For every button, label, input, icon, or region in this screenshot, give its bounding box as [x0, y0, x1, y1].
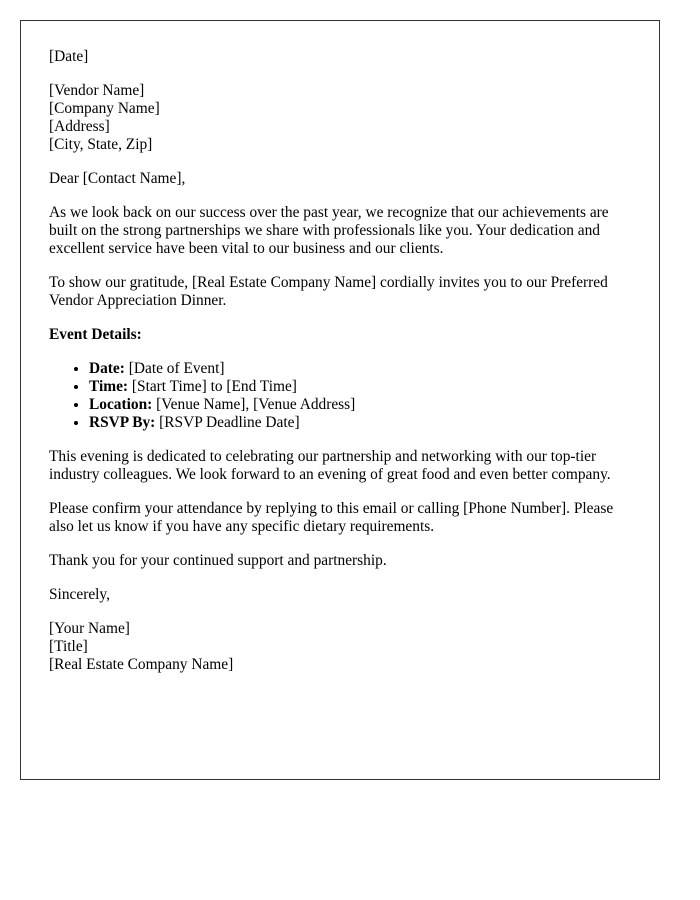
- event-details-list: [49, 360, 631, 432]
- recipient-company-name: [Company Name]: [49, 100, 160, 117]
- letter-page: [20, 20, 660, 780]
- event-details-heading: Event Details:: [49, 326, 142, 343]
- paragraph-thanks: Thank you for your continued support and partnership.: [49, 552, 387, 569]
- event-detail-label: Time:: [89, 378, 129, 395]
- closing: Sincerely,: [49, 586, 110, 603]
- signature-company: [Real Estate Company Name]: [49, 656, 234, 673]
- event-detail-value: [Venue Name], [Venue Address]: [152, 396, 356, 413]
- paragraph-evening: This evening is dedicated to celebrating our partnership and networking with our top-tier industry colleagues. We look forward to an evening of great food and even better company.: [49, 448, 611, 483]
- letter-date: [49, 48, 631, 66]
- event-detail-value: [Date of Event]: [124, 360, 225, 377]
- recipient-city-state-zip: [City, State, Zip]: [49, 136, 153, 153]
- recipient-vendor-name: [Vendor Name]: [49, 82, 145, 99]
- event-detail-label: RSVP By:: [89, 414, 156, 431]
- salutation: Dear [Contact Name],: [49, 170, 186, 187]
- signature-name: [Your Name]: [49, 620, 130, 637]
- recipient-address-line: [Address]: [49, 118, 110, 135]
- recipient-address: [49, 82, 631, 154]
- signature-title: [Title]: [49, 638, 88, 655]
- paragraph-rsvp-instructions: Please confirm your attendance by replying to this email or calling [Phone Number]. Please also let us know if you have any specific dietary requirements.: [49, 500, 614, 535]
- event-detail-value: [RSVP Deadline Date]: [155, 414, 300, 431]
- event-detail-label: Location:: [89, 396, 153, 413]
- event-detail-time: [89, 378, 631, 396]
- event-detail-location: [89, 396, 631, 414]
- event-detail-value: [Start Time] to [End Time]: [128, 378, 297, 395]
- event-detail-date: [89, 360, 631, 378]
- paragraph-invitation: To show our gratitude, [Real Estate Company Name] cordially invites you to our Preferred Vendor Appreciation Dinner.: [49, 274, 608, 309]
- event-detail-label: Date:: [89, 360, 125, 377]
- signature-block: [49, 620, 631, 674]
- paragraph-intro: As we look back on our success over the past year, we recognize that our achievements are built on the strong partnerships we share with professionals like you. Your dedication and excellent service have been vital to our business and our clients.: [49, 204, 609, 257]
- event-detail-rsvp: [89, 414, 631, 432]
- date-text: [Date]: [49, 48, 89, 65]
